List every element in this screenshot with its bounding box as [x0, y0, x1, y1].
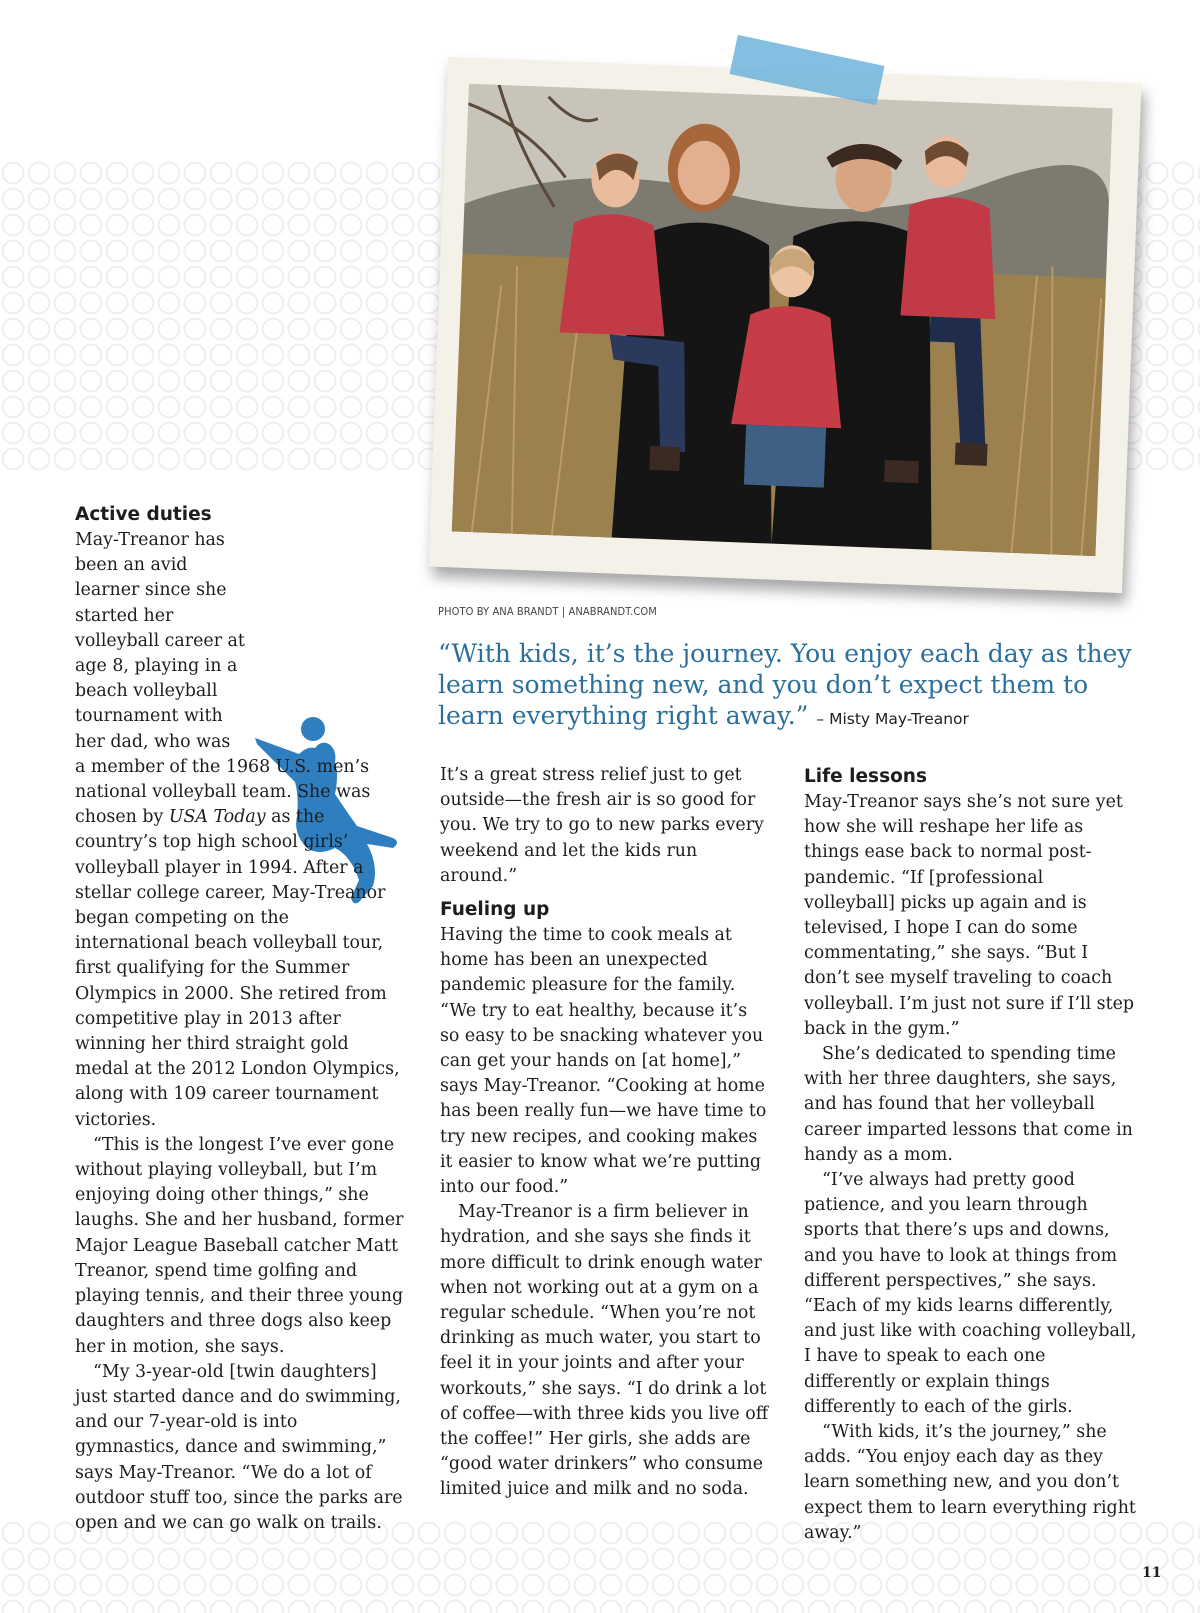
- col1-p1-text-b: as the country’s top high school girls’ volleyball player in 1994. After a stellar college career, May-Treanor began competing on the international beach volleyball tour, first qualifying for the Summer Olympics in 2000. She retired from competitive play in 2013 after winning her third straight gold medal at the 2012 London Olympics, along with 109 career tournament victories.: [75, 807, 400, 1130]
- col1-paragraph-1: [75, 528, 405, 1133]
- heading-fueling-up: Fueling up: [440, 899, 550, 921]
- col3-paragraph-3: “I’ve always had pretty good patience, and you learn through sports that there’s ups and downs, and you have to look at things from different perspectives,” she says. “Each of my kids learns differently, and just like with coaching volleyball, I have to speak to each one differently or explain things differently to each of the girls.: [804, 1170, 1137, 1417]
- col1-paragraph-3: “My 3-year-old [twin daughters] just started dance and do swimming, and our 7-year-old is into gymnastics, dance and swimming,” says May-Treanor. “We do a lot of outdoor stuff too, since the parks are open and we can go walk on trails.: [75, 1361, 403, 1533]
- col2-paragraph-1: Having the time to cook meals at home has been an unexpected pandemic pleasure for the family. “We try to eat healthy, because it’s so easy to be snacking whatever you can get your hands on [at home],” says May-Treanor. “Cooking at home has been really fun—we have time to try new recipes, and cooking makes it easier to know what we’re putting into our food.”: [440, 925, 767, 1198]
- page-number: 11: [1142, 1565, 1162, 1581]
- pull-quote: [438, 638, 1158, 735]
- col1-paragraph-2: “This is the longest I’ve ever gone without playing volleyball, but I’m enjoying doing other things,” she laughs. She and her husband, former Major League Baseball catcher Matt Treanor, spend time golfing and playing tennis, and their three young daughters and three dogs also keep her in motion, she says.: [75, 1134, 404, 1357]
- col2-paragraph-0: It’s a great stress relief just to get outside—the fresh air is so good for you. We try to go to new parks every weekend and let the kids run around.”: [440, 765, 764, 886]
- col3-paragraph-4: “With kids, it’s the journey,” she adds. “You enjoy each day as they learn something new, and you don’t expect them to learn everything right away.”: [804, 1422, 1136, 1543]
- col1-p1-text-a: May-Treanor has been an avid learner since she started her volleyball career at age 8, playing in a beach volleyball tournament with her dad, who was a member of the 1968 U.S. men’s national volleyball team. She was chosen by: [75, 530, 371, 828]
- col3-paragraph-1: May-Treanor says she’s not sure yet how she will reshape her life as things ease back to normal post-pandemic. “If [professional volleyball] picks up again and is televised, I hope I can do some commentating,” she says. “But I don’t see myself traveling to coach volleyball. I’m just not sure if I’ll step back in the gym.”: [804, 792, 1135, 1039]
- family-photo-frame: [428, 57, 1141, 593]
- pull-quote-attribution: – Misty May-Treanor: [816, 710, 969, 728]
- col2-paragraph-2: May-Treanor is a firm believer in hydration, and she says she finds it more difficult to drink enough water when not working out at a gym on a regular schedule. “When you’re not drinking as much water, you start to feel it in your joints and after your workouts,” she says. “I do drink a lot of coffee—with three kids you live off the coffee!” Her girls, she adds are “good water drinkers” who consume limited juice and milk and no soda.: [440, 1202, 769, 1500]
- column-3: [804, 764, 1139, 1546]
- col3-paragraph-2: She’s dedicated to spending time with her three daughters, she says, and has found that her volleyball career imparted lessons that come in handy as a mom.: [804, 1044, 1133, 1165]
- family-photo: [452, 84, 1113, 556]
- illustration-space: [245, 528, 405, 733]
- heading-life-lessons: Life lessons: [804, 766, 927, 787]
- family-photo-illustration: [452, 84, 1113, 556]
- pull-quote-text: “With kids, it’s the journey. You enjoy each day as they learn something new, and you don’t expect them to learn everything right away.”: [438, 639, 1132, 730]
- column-2: [440, 763, 770, 1503]
- photo-credit: PHOTO BY ANA BRANDT | ANABRANDT.COM: [438, 605, 657, 618]
- col1-p1-italic: USA Today: [168, 807, 266, 828]
- heading-active-duties: Active duties: [75, 504, 212, 525]
- column-1: [75, 502, 405, 1536]
